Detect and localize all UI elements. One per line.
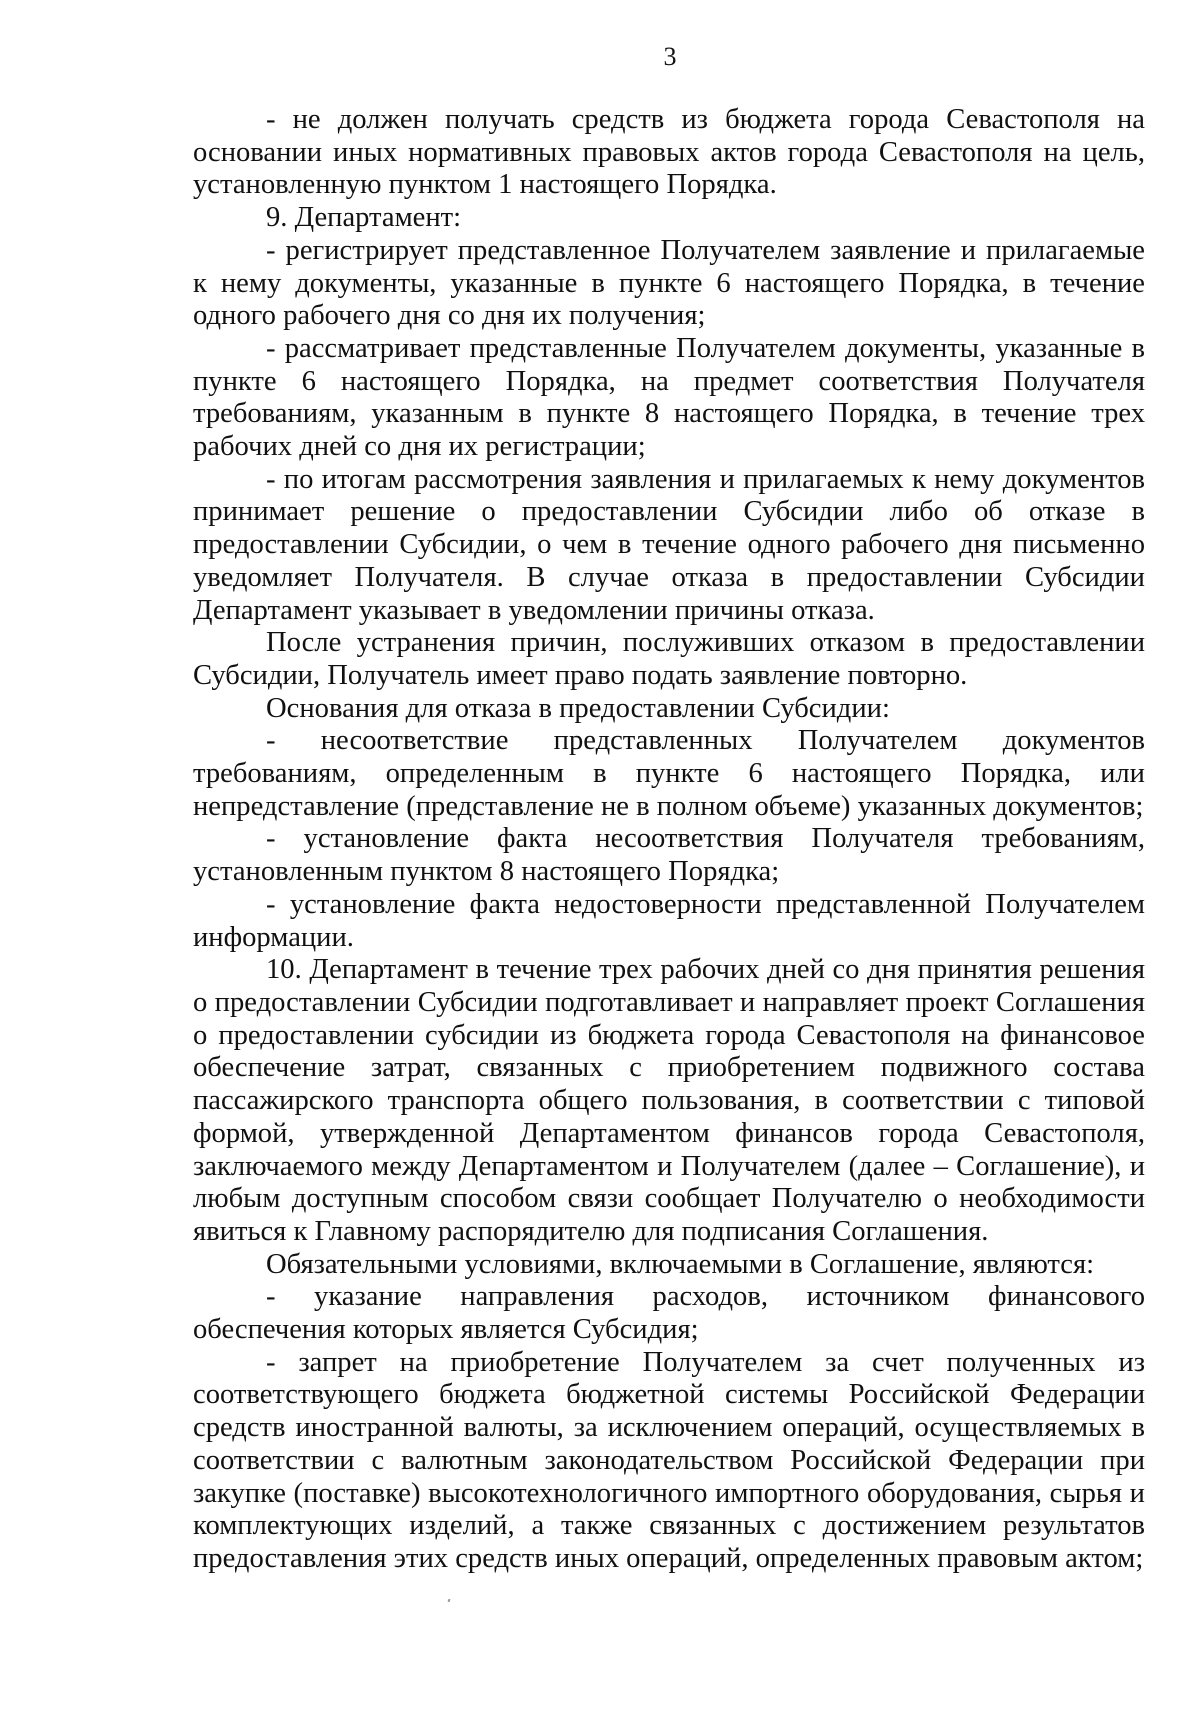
paragraph-funding-restriction: - не должен получать средств из бюджета города Севастополя на основании иных нормативных правовых актов города Севастополя на цель, установленную пунктом 1 настоящего Порядка. xyxy=(193,104,1145,201)
paragraph-clause-9-heading: 9. Департамент: xyxy=(266,202,462,234)
paragraph-refusal-unreliable-info: - установление факта недостоверности представленной Получателем информации. xyxy=(193,888,1145,953)
paragraph-refusal-documents: - несоответствие представленных Получателем документов требованиям, определенным в пункте 6 настоящего Порядка, или непредставление (представление не в полном объеме) указанных документов; xyxy=(193,725,1145,822)
paragraph-reviews-documents: - рассматривает представленные Получателем документы, указанные в пункте 6 настоящего Порядка, на предмет соответствия Получателя требованиям, указанным в пункте 8 настоящего Порядка, в течение трех рабочих дней со дня их регистрации; xyxy=(193,332,1145,463)
paragraph-reapply: После устранения причин, послуживших отказом в предоставлении Субсидии, Получатель имеет право подать заявление повторно. xyxy=(193,627,1145,691)
paragraph-decision-notification: - по итогам рассмотрения заявления и прилагаемых к нему документов принимает решение о предоставлении Субсидии либо об отказе в предоставлении Субсидии, о чем в течение одного рабочего дня письменно уведомляет Получателя. В случае отказа в предоставлении Субсидии Департамент указывает в уведомлении причины отказа. xyxy=(193,463,1145,626)
paragraph-refusal-requirements: - установление факта несоответствия Получателя требованиям, установленным пунктом 8 настоящего Порядка; xyxy=(193,823,1145,888)
paragraph-clause-10-agreement: 10. Департамент в течение трех рабочих дней со дня принятия решения о предоставлении Субсидии подготавливает и направляет проект Соглашения о предоставлении субсидии из бюджета города Севастополя на финансовое обеспечение затрат, связанных с приобретением подвижного состава пассажирского транспорта общего пользования, в соответствии с типовой формой, утвержденной Департаментом финансов города Севастополя, заключаемого между Департаментом и Получателем (далее – Соглашение), и любым доступным способом связи сообщает Получателю о необходимости явиться к Главному распорядителю для подписания Соглашения. xyxy=(193,954,1145,1247)
scan-speck xyxy=(448,1599,451,1603)
paragraph-expense-direction: - указание направления расходов, источником финансового обеспечения которых является Субсидия; xyxy=(193,1281,1145,1346)
document-body xyxy=(193,104,1145,1576)
paragraph-refusal-grounds-heading: Основания для отказа в предоставлении Субсидии: xyxy=(266,692,890,724)
page-number: 3 xyxy=(663,42,677,71)
paragraph-mandatory-conditions-heading: Обязательными условиями, включаемыми в Соглашение, являются: xyxy=(266,1248,1095,1280)
paragraph-registers-application: - регистрирует представленное Получателем заявление и прилагаемые к нему документы, указанные в пункте 6 настоящего Порядка, в течение одного рабочего дня со дня их получения; xyxy=(193,234,1145,332)
paragraph-currency-ban: - запрет на приобретение Получателем за счет полученных из соответствующего бюджета бюджетной системы Российской Федерации средств иностранной валюты, за исключением операций, осуществляемых в соответствии с валютным законодательством Российской Федерации при закупке (поставке) высокотехнологичного импортного оборудования, сырья и комплектующих изделий, а также связанных с достижением результатов предоставления этих средств иных операций, определенных правовым актом; xyxy=(193,1346,1145,1574)
